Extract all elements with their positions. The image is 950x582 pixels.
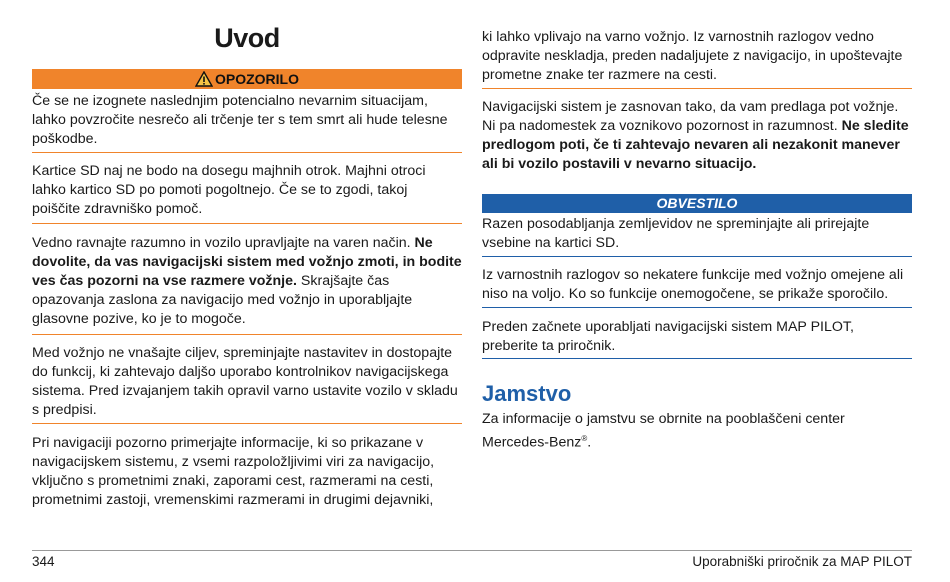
page-title: Uvod [214, 23, 280, 53]
driving-safety-paragraph [32, 234, 462, 329]
registered-mark: ® [581, 434, 588, 443]
compare-info-paragraph: Pri navigaciji pozorno primerjajte informacije, ki so prikazane v navigacijskem sistemu, z vsemi razpoložljivimi viri za navigacijo, vključno s prometnimi znaki, zaporami cest, razmerami na cesti, prometnimi zastoji, vremenskimi razmerami in drugimi dejavniki, [32, 435, 435, 508]
sd-card-paragraph: Kartice SD naj ne bodo na dosegu majhnih otrok. Majhni otroci lahko kartico SD po pomoti pogoltnejo. Če se to zgodi, takoj poiščite zdravniško pomoč. [32, 163, 426, 217]
warranty-end: . [587, 434, 592, 451]
driving-rest: Skrajšajte čas opazovanja zaslona za navigacijo med vožnjo in uporabljajte glasovne pozive, ko je to mogoče. [32, 273, 413, 327]
warning-banner [32, 69, 462, 89]
divider [32, 334, 462, 335]
divider [482, 358, 912, 359]
warning-triangle-icon [195, 71, 213, 87]
notice-functions-paragraph: Iz varnostnih razlogov so nekatere funkcije med vožnjo omejene ali niso na voljo. Ko so funkcije onemogočene, se prikaže sporočilo. [482, 267, 904, 302]
input-while-driving-paragraph: Med vožnjo ne vnašajte ciljev, spreminjajte nastavitev in dostopajte do funkcij, ki zahtevajo daljšo uporabo kontrolnikov navigacijskega sistema. Pred izvajanjem takih opravil varno ustavite vozilo v skladu s predpisi. [32, 345, 458, 418]
route-bold: Ne sledite predlogom poti, če ti zahtevajo nevaren ali nezakonit manever ali bi vozilo postavili v nevarno situacijo. [482, 118, 909, 172]
footer-divider [32, 550, 912, 551]
warranty-paragraph [482, 410, 882, 453]
notice-banner: OBVESTILO [482, 194, 912, 213]
divider [482, 307, 912, 308]
divider [32, 423, 462, 424]
route-suggestion-paragraph [482, 98, 912, 174]
divider [32, 223, 462, 224]
divider [32, 152, 462, 153]
warning-label: OPOZORILO [215, 71, 299, 87]
divider [482, 88, 912, 89]
notice-read-manual-paragraph: Preden začnete uporabljati navigacijski sistem MAP PILOT, preberite ta priročnik. [482, 319, 854, 354]
warning-intro-paragraph: Če se ne izognete naslednjim potencialno nevarnim situacijam, lahko povzročite nesrečo ali trčenje ter s tem smrt ali hude telesne poškodbe. [32, 93, 448, 147]
notice-maps-paragraph: Razen posodabljanja zemljevidov ne spreminjajte ali prirejajte vsebine na kartici SD. [482, 216, 870, 251]
manual-title: Uporabniški priročnik za MAP PILOT [692, 554, 912, 569]
route-plain: Navigacijski sistem je zasnovan tako, da vam predlaga pot vožnje. Ni pa nadomestek za voznikovo pozornost in razumnost. [482, 99, 899, 134]
driving-bold-warning: Ne dovolite, da vas navigacijski sistem med vožnjo zmoti, in bodite ves čas pozorni na vse razmere vožnje. [32, 235, 462, 289]
warranty-heading: Jamstvo [482, 381, 572, 406]
driving-line1: Vedno ravnajte razumno in vozilo upravljajte na varen način. [32, 235, 411, 251]
warranty-text: Za informacije o jamstvu se obrnite na pooblaščeni center Mercedes-Benz [482, 411, 845, 451]
compare-info-continued: ki lahko vplivajo na varno vožnjo. Iz varnostnih razlogov vedno odpravite neskladja, preden nadaljujete z navigacijo, in upoštevajte prometne znake ter razmere na cesti. [482, 29, 903, 83]
page-number: 344 [32, 554, 55, 569]
divider [482, 256, 912, 257]
